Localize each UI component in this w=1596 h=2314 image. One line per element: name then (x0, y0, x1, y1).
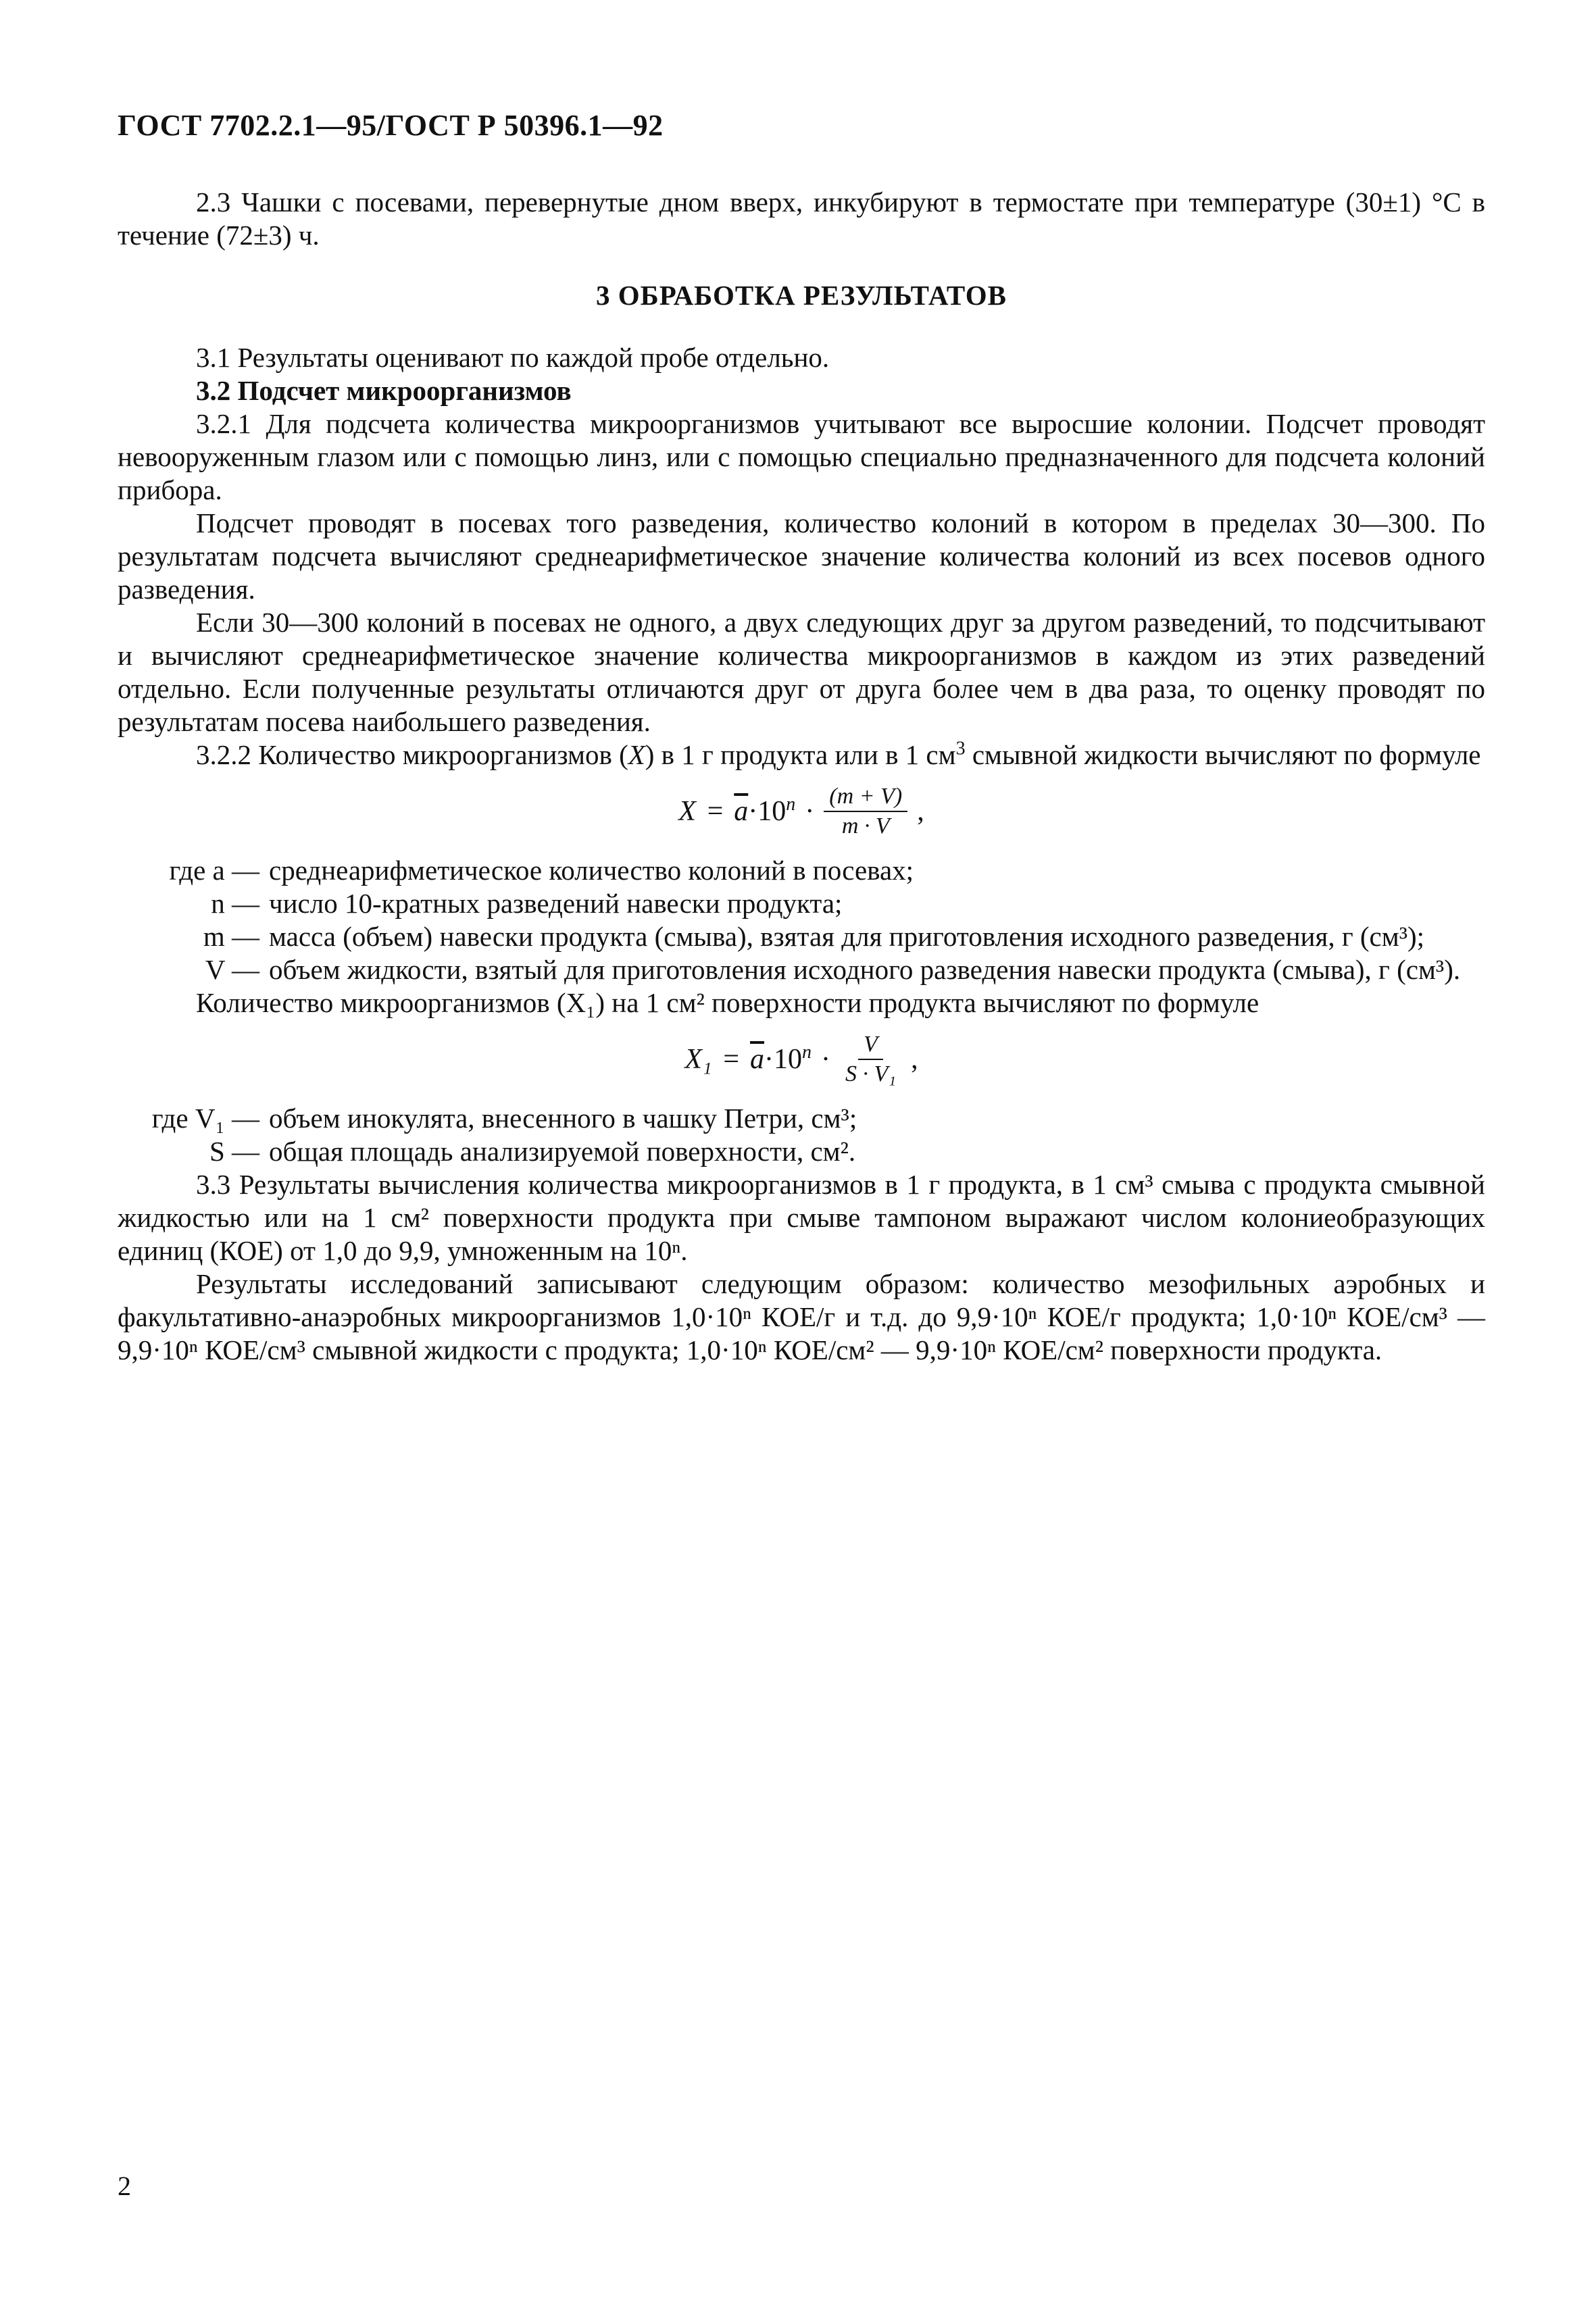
formula-x-comma: , (917, 796, 924, 827)
paragraph-2-3: 2.3 Чашки с посевами, перевернутые дном вверх, инкубируют в термостате при температуре (30±1) °С в течение (72±3) ч. (118, 186, 1485, 251)
formula-x-denominator: m · V (841, 813, 890, 838)
paragraph-3-1: 3.1 Результаты оценивают по каждой пробе отдельно. (196, 342, 830, 373)
definition-symbol: S — (209, 1136, 259, 1167)
formula-x1-dot: · (821, 1044, 830, 1075)
p322-text-a: 3.2.2 Количество микроорганизмов ( (196, 739, 628, 770)
formula-x1-exp: n (802, 1042, 812, 1063)
formula-x1-term (750, 1043, 812, 1076)
formula-x1-mult: ·10 (764, 1044, 802, 1075)
p322-text-b: ) в 1 г продукта или в 1 см (645, 739, 956, 770)
paragraph-count: Подсчет проводят в посевах того разведения, количество колоний в котором в пределах 30—300. По результатам подсчета вычисляют среднеарифметическое значение количества колоний из всех посевов одного разведения. (118, 507, 1485, 605)
paragraph-x1: Количество микроорганизмов (X₁) на 1 см² поверхности продукта вычисляют по формуле (196, 987, 1260, 1018)
p322-text-c: смывной жидкости вычисляют по формуле (965, 739, 1481, 770)
formula-x1-lhs: X₁ (684, 1044, 712, 1075)
definitions-1 (118, 854, 1485, 986)
definition-row (118, 887, 1485, 920)
formula-x1-a: $\overline{a}$ (750, 1044, 764, 1075)
definition-text: общая площадь анализируемой поверхности, см². (269, 1136, 856, 1167)
document-page (118, 108, 1485, 1367)
formula-x-exp: n (786, 794, 796, 815)
formula-x1-numerator: V (858, 1032, 883, 1060)
definition-row (118, 953, 1485, 986)
paragraph-if: Если 30—300 колоний в посевах не одного, а двух следующих друг за другом разведений, то подсчитывают и вычисляют среднеарифметическое значение количества микроорганизмов в каждом из этих разведений отдельно. Если полученные результаты отличаются друг от друга более чем в два раза, то оценку проводят по результатам посева наибольшего разведения. (118, 607, 1485, 737)
formula-x1-comma: , (911, 1044, 918, 1075)
formula-x (118, 784, 1485, 839)
formula-x-numerator: (m + V) (824, 784, 907, 812)
definition-text: число 10-кратных разведений навески продукта; (269, 888, 843, 919)
definition-text: среднеарифметическое количество колоний в посевах; (269, 855, 914, 886)
section-title: 3 ОБРАБОТКА РЕЗУЛЬТАТОВ (596, 280, 1007, 311)
definition-row (118, 920, 1485, 953)
formula-x-lhs: X (678, 796, 696, 827)
formula-x-a: $\overline{a}$ (734, 796, 749, 827)
p322-sup: 3 (955, 738, 966, 759)
definition-symbol: m — (203, 921, 259, 952)
definition-symbol: где V₁ — (151, 1103, 259, 1134)
definition-symbol: где a — (169, 855, 259, 886)
definition-text: объем инокулята, внесенного в чашку Петри, см³; (269, 1103, 857, 1134)
definition-row (118, 1102, 1485, 1135)
p322-symbol: X (628, 739, 645, 770)
document-header: ГОСТ 7702.2.1—95/ГОСТ Р 50396.1—92 (118, 109, 664, 142)
definition-row (118, 1135, 1485, 1168)
formula-x1-fraction (840, 1032, 901, 1087)
definitions-2 (118, 1102, 1485, 1168)
formula-x-term (734, 795, 795, 828)
definition-text: масса (объем) навески продукта (смыва), взятая для приготовления исходного разведения, г (см³); (269, 921, 1425, 952)
formula-x-dot: · (805, 796, 815, 827)
formula-x1 (118, 1032, 1485, 1087)
paragraph-3-3: 3.3 Результаты вычисления количества микроорганизмов в 1 г продукта, в 1 см³ смыва с продукта смывной жидкостью или на 1 см² поверхности продукта при смыве тампоном выражают числом колониеобразующих единиц (КОЕ) от 1,0 до 9,9, умноженным на 10ⁿ. (118, 1169, 1485, 1266)
paragraph-results: Результаты исследований записывают следующим образом: количество мезофильных аэробных и факультативно-анаэробных микроорганизмов 1,0·10ⁿ КОЕ/г и т.д. до 9,9·10ⁿ КОЕ/г продукта; 1,0·10ⁿ КОЕ/см³ — 9,9·10ⁿ КОЕ/см³ смывной жидкости с продукта; 1,0·10ⁿ КОЕ/см² — 9,9·10ⁿ КОЕ/см² поверхности продукта. (118, 1268, 1485, 1365)
subsection-heading-3-2: 3.2 Подсчет микроорганизмов (196, 375, 572, 406)
page-number: 2 (118, 2171, 131, 2201)
definition-text: объем жидкости, взятый для приготовления исходного разведения навески продукта (смыва), г (см³). (269, 954, 1461, 985)
formula-x1-denominator: S · V₁ (845, 1061, 897, 1086)
formula-x1-eq: = (721, 1044, 741, 1075)
definition-symbol: V — (205, 954, 259, 985)
formula-x-mult: ·10 (748, 796, 787, 827)
paragraph-3-2-1: 3.2.1 Для подсчета количества микроорганизмов учитывают все выросшие колонии. Подсчет проводят невооруженным глазом или с помощью линз, или с помощью специально предназначенного для подсчета колоний прибора. (118, 408, 1485, 505)
definition-row (118, 854, 1485, 887)
formula-x-fraction (824, 784, 907, 839)
definition-symbol: n — (211, 888, 259, 919)
formula-x-eq: = (705, 796, 725, 827)
paragraph-3-2-2 (118, 738, 1485, 772)
